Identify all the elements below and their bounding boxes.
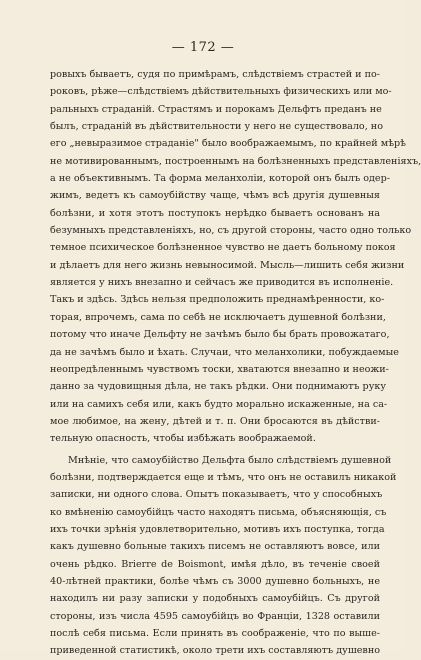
text-line: тельную опасность, чтобы избѣжать воображаемой.	[50, 433, 316, 445]
text-line: безумныхъ представленіяхъ, но, съ другой стороны, часто одно только	[50, 225, 412, 237]
text-line: Такъ и здѣсь. Здѣсь нельзя предположить преднамѣренности, ко-	[50, 294, 385, 306]
page-number: — 172 —	[171, 40, 235, 55]
text-line: ко вмѣненію самоубійцъ часто находятъ письма, объясняющія, съ	[50, 506, 387, 518]
text-line: мое любимое, на жену, дѣтей и т. п. Они бросаются въ дѣйстви-	[50, 415, 380, 427]
text-line: потому что иначе Дельфту не зачѣмъ было бы брать провожатаго,	[50, 329, 390, 341]
body-text	[50, 66, 421, 660]
text-line: послѣ себя письма. Если принять въ соображеніе, что по выше-	[50, 628, 380, 639]
text-line: какъ душевно больные такихъ писемъ не оставляютъ вовсе, или	[50, 541, 380, 553]
text-line: ровыхъ бываетъ, судя по примѣрамъ, слѣдствіемъ страстей и по-	[50, 69, 380, 80]
text-line: да не зачѣмъ было и ѣхать. Случаи, что меланхолики, побуждаемые	[50, 346, 399, 358]
text-line: темное психическое болѣзненное чувство не даетъ больному покоя	[50, 242, 396, 254]
text-line: записки, ни одного слова. Опытъ показываетъ, что у способныхъ	[50, 489, 383, 501]
text-line: болѣзни, и хотя этотъ поступокъ нерѣдко бываетъ основанъ на	[50, 207, 380, 219]
text-line: былъ, страданій въ дѣйствительности у него не существовало, но	[50, 121, 383, 133]
text-line: или на самихъ себя или, какъ будто морально искаженные, на са-	[50, 398, 388, 410]
text-line: является у нихъ внезапно и сейчасъ же приводится въ исполненіе.	[50, 277, 394, 289]
text-line: роковъ, рѣже—слѣдствіемъ дѣйствительныхъ физическихъ или мо-	[50, 86, 392, 98]
text-line: а не объективнымъ. Та форма меланхоліи, которой онъ былъ одер-	[50, 173, 390, 185]
text-line: Мнѣніе, что самоубійство Дельфта было слѣдствіемъ душевной	[68, 454, 392, 466]
text-line: данно за чудовищныя дѣла, не такъ рѣдки. Они поднимаютъ руку	[50, 381, 386, 393]
text-line: стороны, изъ числа 4595 самоубійцъ во Франціи, 1328 оставили	[50, 610, 380, 622]
text-line: приведенной статистикѣ, около трети ихъ составляютъ душевно	[50, 645, 380, 657]
paragraph	[50, 452, 397, 660]
text-line: жимъ, ведетъ къ самоубійству чаще, чѣмъ всѣ другія душевныя	[50, 190, 380, 202]
text-line: неопредѣленнымъ чувствомъ тоски, хватаются внезапно и неожи-	[50, 363, 389, 375]
text-line: находилъ ни разу записки у подобныхъ самоубійцъ. Съ другой	[50, 593, 380, 605]
text-line: болѣзни, подтверждается еще и тѣмъ, что онъ не оставилъ никакой	[50, 471, 397, 483]
text-line: и дѣлаетъ для него жизнь невыносимой. Мысль—лишить себя жизни	[50, 259, 405, 271]
text-line: очень рѣдко. Brierre de Boismont, имѣя дѣло, въ теченіе своей	[50, 558, 380, 570]
text-line: ральныхъ страданій. Страстямъ и порокамъ Дельфтъ преданъ не	[50, 103, 382, 115]
text-line: 40-лѣтней практики, болѣе чѣмъ съ 3000 душевно больныхъ, не	[50, 575, 380, 587]
text-line: его „невыразимое страданіе" было воображаемымъ, по крайней мѣрѣ	[50, 138, 406, 150]
paragraph	[50, 66, 421, 448]
text-line: ихъ точки зрѣнія удовлетворительно, мотивъ ихъ поступка, тогда	[50, 523, 385, 535]
text-line: не мотивированнымъ, построеннымъ на болѣзненныхъ представленіяхъ,	[50, 155, 421, 167]
text-line: торая, впрочемъ, сама по себѣ не исключаетъ душевной болѣзни,	[50, 311, 386, 323]
